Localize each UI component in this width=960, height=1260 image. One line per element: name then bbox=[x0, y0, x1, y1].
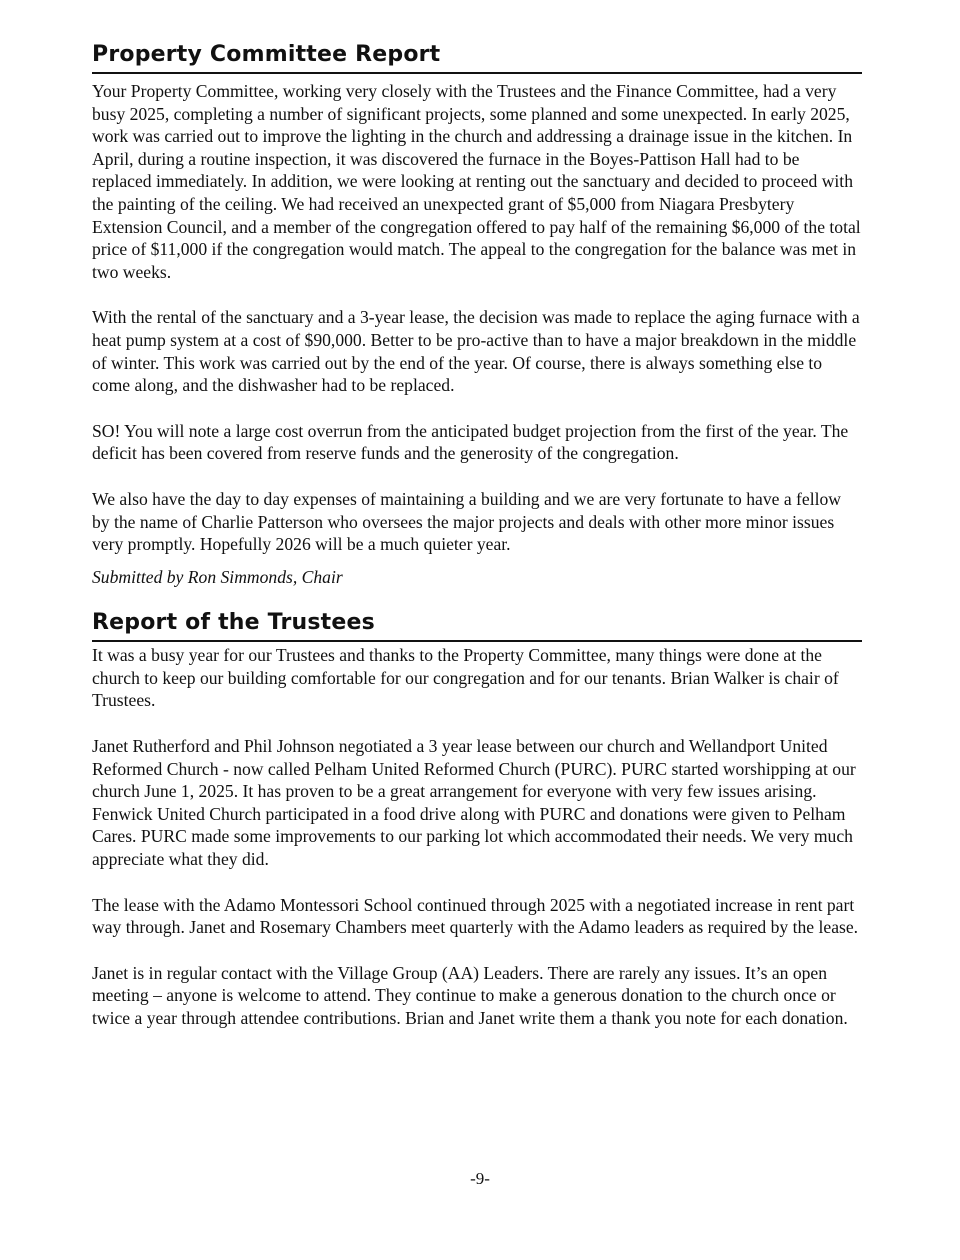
trustees-paragraph-1: It was a busy year for our Trustees and thanks to the Property Committee, many things were done at the church to keep our building comfortable for our congregation and for our tenants. Brian Walker is chair of Trustees. bbox=[92, 645, 839, 711]
property-paragraph-1: Your Property Committee, working very closely with the Trustees and the Finance Committee, had a very busy 2025, completing a number of significant projects, some planned and some unexpected. In early 2025, work was carried out to improve the lighting in the church and addressing a drainage issue in the kitchen. In April, during a routine inspection, it was discovered the furnace in the Boyes-Pattison Hall had to be replaced immediately. In addition, we were looking at renting out the sanctuary and decided to proceed with the painting of the ceiling. We had received an unexpected grant of $5,000 from Niagara Presbytery Extension Council, and a member of the congregation offered to pay half of the remaining $6,000 of the total price of $11,000 if the congregation would match. The appeal to the congregation for the balance was met in two weeks. bbox=[92, 81, 861, 282]
page-number: -9- bbox=[470, 1169, 490, 1188]
property-paragraph-2: With the rental of the sanctuary and a 3-year lease, the decision was made to replace the aging furnace with a heat pump system at a cost of $90,000. Better to be pro-active than to have a major breakdown in the middle of winter. This work was carried out by the end of the year. Of course, there is always something else to come along, and the dishwasher had to be replaced. bbox=[92, 307, 860, 396]
trustees-section bbox=[92, 608, 862, 1029]
property-paragraph-4: We also have the day to day expenses of maintaining a building and we are very fortunate to have a fellow by the name of Charlie Patterson who oversees the major projects and deals with other more minor issues very promptly. Hopefully 2026 will be a much quieter year. bbox=[92, 488, 841, 555]
property-paragraph-3: SO! You will note a large cost overrun from the anticipated budget projection from the first of the year. The deficit has been covered from reserve funds and the generosity of the congregation. bbox=[92, 420, 849, 464]
trustees-paragraph-2: Janet Rutherford and Phil Johnson negotiated a 3 year lease between our church and Wellandport United Reformed Church - now called Pelham United Reformed Church (PURC). PURC started worshipping at our church June 1, 2025. It has proven to be a great arrangement for everyone with very few issues arising. Fenwick United Church participated in a food drive along with PURC and donations were given to Pelham Cares. PURC made some improvements to our parking lot which accommodated their needs. We very much appreciate what they did. bbox=[92, 736, 856, 870]
property-committee-heading: Property Committee Report bbox=[92, 40, 862, 74]
property-signature: Submitted by Ron Simmonds, Chair bbox=[92, 566, 343, 587]
property-committee-section bbox=[92, 40, 862, 588]
trustees-heading: Report of the Trustees bbox=[92, 608, 862, 642]
document-page bbox=[92, 40, 862, 1030]
trustees-paragraph-3: The lease with the Adamo Montessori School continued through 2025 with a negotiated increase in rent part way through. Janet and Rosemary Chambers meet quarterly with the Adamo leaders as required by the lease. bbox=[92, 894, 859, 938]
trustees-paragraph-4: Janet is in regular contact with the Village Group (AA) Leaders. There are rarely any issues. It’s an open meeting – anyone is welcome to attend. They continue to make a generous donation to the church once or twice a year through attendee contributions. Brian and Janet write them a thank you note for each donation. bbox=[92, 962, 848, 1028]
